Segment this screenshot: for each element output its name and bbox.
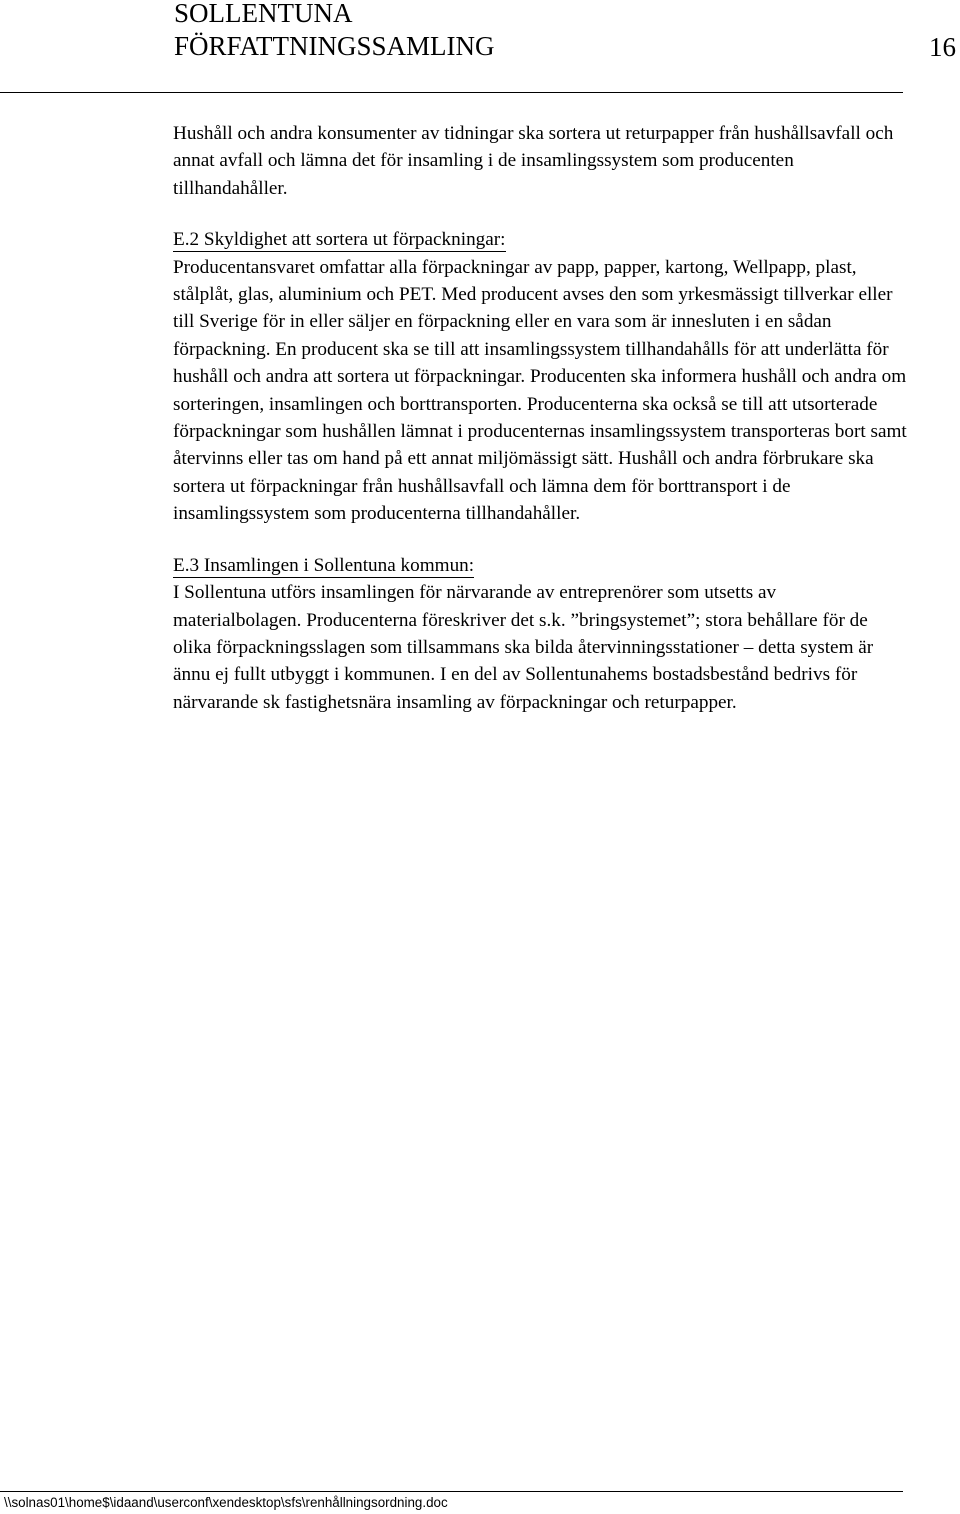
header-divider — [0, 92, 903, 93]
intro-paragraph: Hushåll och andra konsumenter av tidningar ska sortera ut returpapper från hushållsavfall och annat avfall och lämna det för insamling i de insamlingssystem som producenten tillhandahåller. — [173, 123, 894, 199]
page-number: 16 — [929, 32, 956, 62]
footer-file-path: \\solnas01\home$\idaand\userconf\xendesktop\sfs\renhållningsordning.doc — [4, 1495, 448, 1510]
document-title — [174, 0, 495, 63]
section-e3-heading: E.3 Insamlingen i Sollentuna kommun: — [173, 554, 475, 576]
section-e2-heading: E.2 Skyldighet att sortera ut förpackningar: — [173, 229, 506, 251]
section-e2 — [173, 226, 908, 527]
document-title-line-2: FÖRFATTNINGSSAMLING — [174, 31, 495, 61]
section-e3 — [173, 552, 908, 716]
footer-divider — [0, 1491, 903, 1492]
document-body — [173, 120, 908, 716]
section-e2-text: Producentansvaret omfattar alla förpackningar av papp, papper, kartong, Wellpapp, plast, stålplåt, glas, aluminium och PET. Med producent avses den som yrkesmässigt tillverkar eller till Sverige för in eller säljer en förpackning eller en vara som är innesluten i en sådan förpackning. En producent ska se till att insamlingssystem tillhandahålls för att underlätta för hushåll och andra att sortera ut förpackningar. Producenten ska informera hushåll och andra om sorteringen, insamlingen och borttransporten. Producenterna ska också se till att utsorterade förpackningar som hushållen lämnat i producenternas insamlingssystem transporteras bort samt återvinns eller tas om hand på ett annat miljömässigt sätt. Hushåll och andra förbrukare ska sortera ut förpackningar från hushållsavfall och lämna dem för borttransport i de insamlingssystem som producenterna tillhandahåller. — [173, 256, 907, 525]
section-e3-text: I Sollentuna utförs insamlingen för närvarande av entreprenörer som utsetts av materialbolagen. Producenterna föreskriver det s.k. ”bringsystemet”; stora behållare för de olika förpackningsslagen som tillsammans ska bilda återvinningsstationer – detta system är ännu ej fullt utbyggt i kommunen. I en del av Sollentunahems bostadsbestånd bedrivs för närvarande sk fastighetsnära insamling av förpackningar och returpapper. — [173, 582, 874, 713]
document-title-line-1: SOLLENTUNA — [174, 0, 353, 28]
